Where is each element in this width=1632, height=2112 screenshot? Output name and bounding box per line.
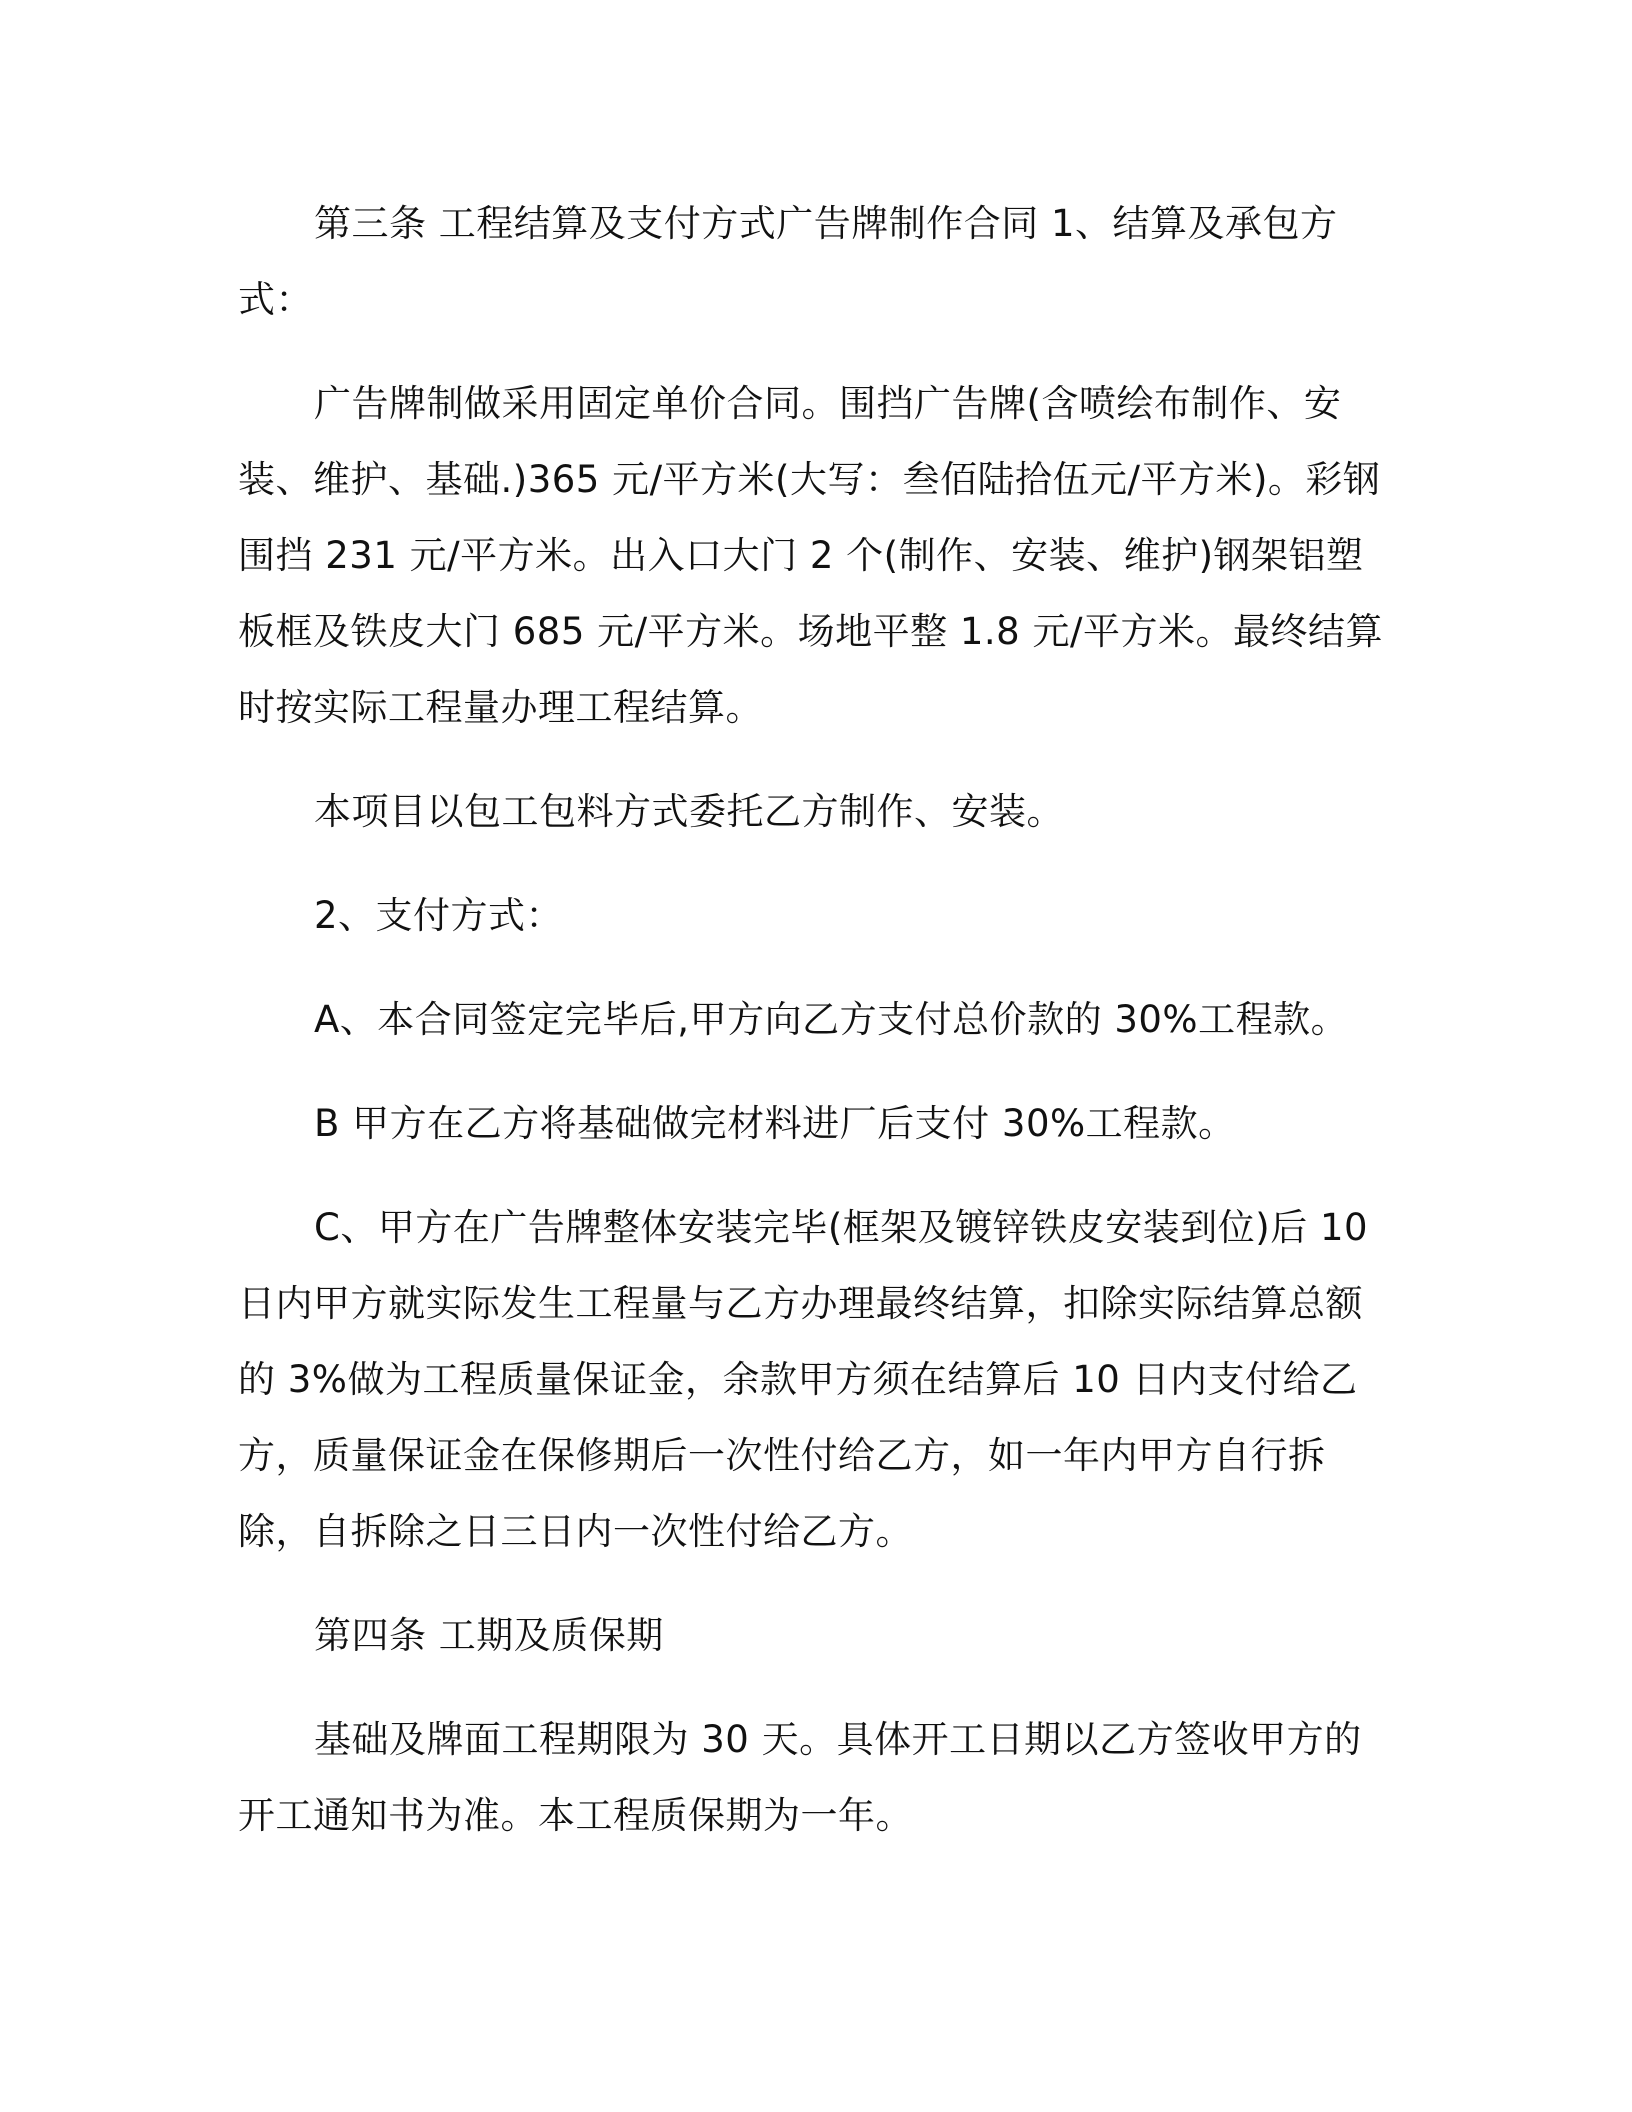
payment-clause-a: A、本合同签定完毕后,甲方向乙方支付总价款的 30%工程款。: [314, 998, 1349, 1041]
payment-method-heading: 2、支付方式：: [314, 894, 564, 937]
article-3-heading: 第三条 工程结算及支付方式广告牌制作合同 1、结算及承包方式：: [238, 202, 1338, 321]
article-4-heading: 第四条 工期及质保期: [314, 1614, 664, 1657]
schedule-warranty-paragraph: 基础及牌面工程期限为 30 天。具体开工日期以乙方签收甲方的开工通知书为准。本工程质保期为一年。: [238, 1718, 1362, 1837]
document-body: [238, 186, 1388, 1882]
contract-mode-paragraph: 本项目以包工包料方式委托乙方制作、安装。: [314, 790, 1064, 833]
payment-clause-b: B 甲方在乙方将基础做完材料进厂后支付 30%工程款。: [314, 1102, 1236, 1145]
payment-clause-c: C、甲方在广告牌整体安装完毕(框架及镀锌铁皮安装到位)后 10 日内甲方就实际发生工程量与乙方办理最终结算，扣除实际结算总额的 3%做为工程质量保证金，余款甲方须在结算后 10 日内支付给乙方，质量保证金在保修期后一次性付给乙方，如一年内甲方自行拆除，自拆除之日三日内一次性付给乙方。: [238, 1206, 1369, 1553]
pricing-paragraph: 广告牌制做采用固定单价合同。围挡广告牌(含喷绘布制作、安装、维护、基础.)365 元/平方米(大写：叁佰陆拾伍元/平方米)。彩钢围挡 231 元/平方米。出入口大门 2 个(制作、安装、维护)钢架铝塑板框及铁皮大门 685 元/平方米。场地平整 1.8 元/平方米。最终结算时按实际工程量办理工程结算。: [238, 382, 1383, 729]
